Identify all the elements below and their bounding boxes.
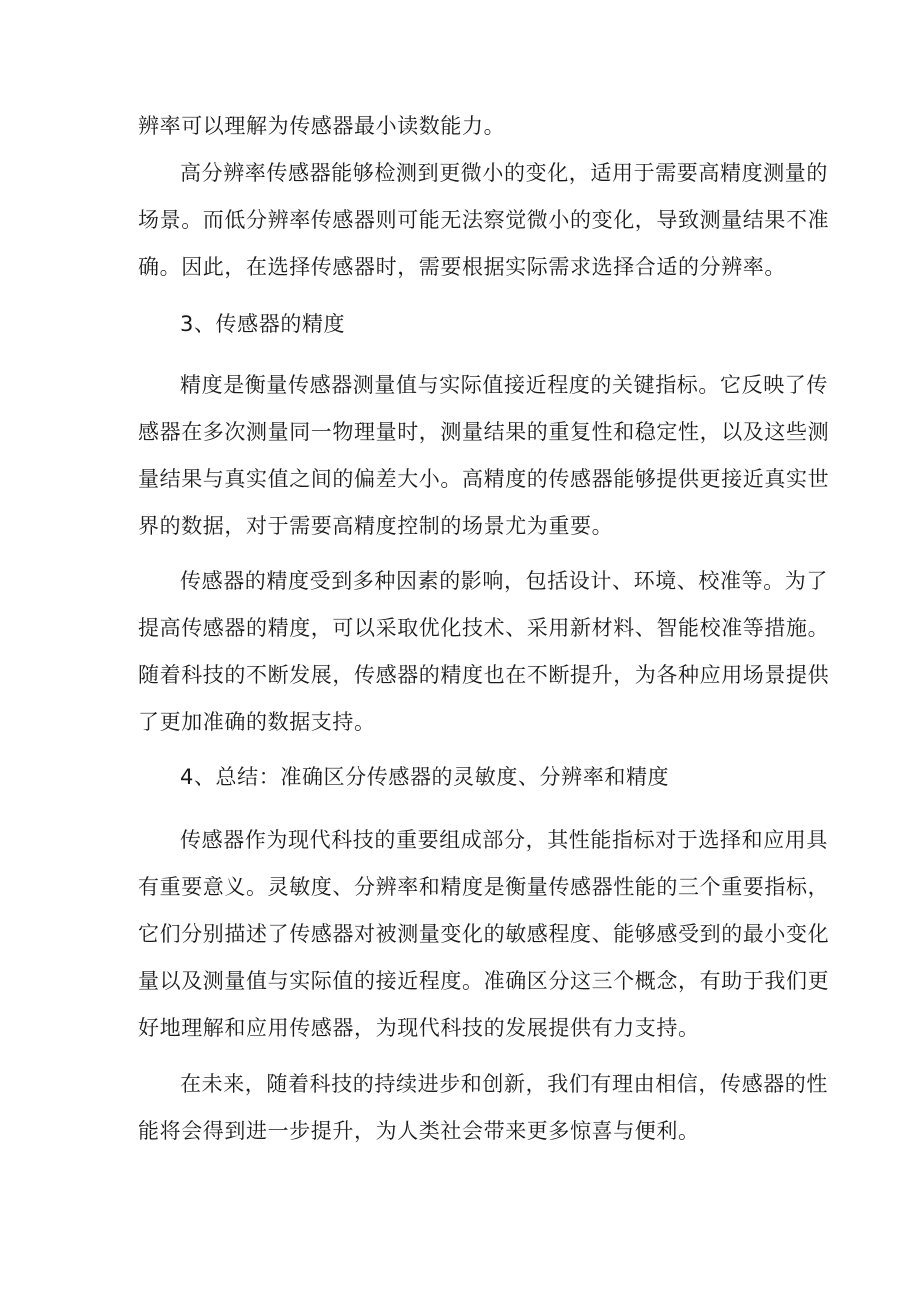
paragraph-line: 传感器的精度受到多种因素的影响，包括设计、环境、校准等。为了 [180,569,828,593]
paragraph-line: 感器在多次测量同一物理量时，测量结果的重复性和稳定性，以及这些测 [138,420,830,444]
section-heading: 4、总结：准确区分传感器的灵敏度、分辨率和精度 [180,765,670,789]
paragraph-line: 提高传感器的精度，可以采取优化技术、采用新材料、智能校准等措施。 [138,616,830,640]
paragraph-line: 量结果与真实值之间的偏差大小。高精度的传感器能够提供更接近真实世 [138,467,830,491]
paragraph-line: 在未来，随着科技的持续进步和创新，我们有理由相信，传感器的性 [180,1072,828,1096]
section-heading: 3、传感器的精度 [180,312,346,336]
paragraph-line: 它们分别描述了传感器对被测量变化的敏感程度、能够感受到的最小变化 [138,922,830,946]
paragraph-line: 好地理解和应用传感器，为现代科技的发展提供有力支持。 [138,1016,700,1040]
paragraph-line: 能将会得到进一步提升，为人类社会带来更多惊喜与便利。 [138,1119,700,1143]
paragraph-line: 量以及测量值与实际值的接近程度。准确区分这三个概念，有助于我们更 [138,969,830,993]
paragraph-line: 有重要意义。灵敏度、分辨率和精度是衡量传感器性能的三个重要指标， [138,875,830,899]
paragraph-line: 场景。而低分辨率传感器则可能无法察觉微小的变化，导致测量结果不准 [138,208,830,232]
paragraph-line: 精度是衡量传感器测量值与实际值接近程度的关键指标。它反映了传 [180,373,828,397]
paragraph-line: 高分辨率传感器能够检测到更微小的变化，适用于需要高精度测量的 [180,161,828,185]
paragraph-line: 了更加准确的数据支持。 [138,710,376,734]
paragraph-line: 辨率可以理解为传感器最小读数能力。 [138,114,506,138]
paragraph-line: 传感器作为现代科技的重要组成部分，其性能指标对于选择和应用具 [180,828,828,852]
paragraph-line: 界的数据，对于需要高精度控制的场景尤为重要。 [138,514,614,538]
paragraph-line: 确。因此，在选择传感器时，需要根据实际需求选择合适的分辨率。 [138,255,786,279]
paragraph-line: 随着科技的不断发展，传感器的精度也在不断提升，为各种应用场景提供 [138,663,830,687]
